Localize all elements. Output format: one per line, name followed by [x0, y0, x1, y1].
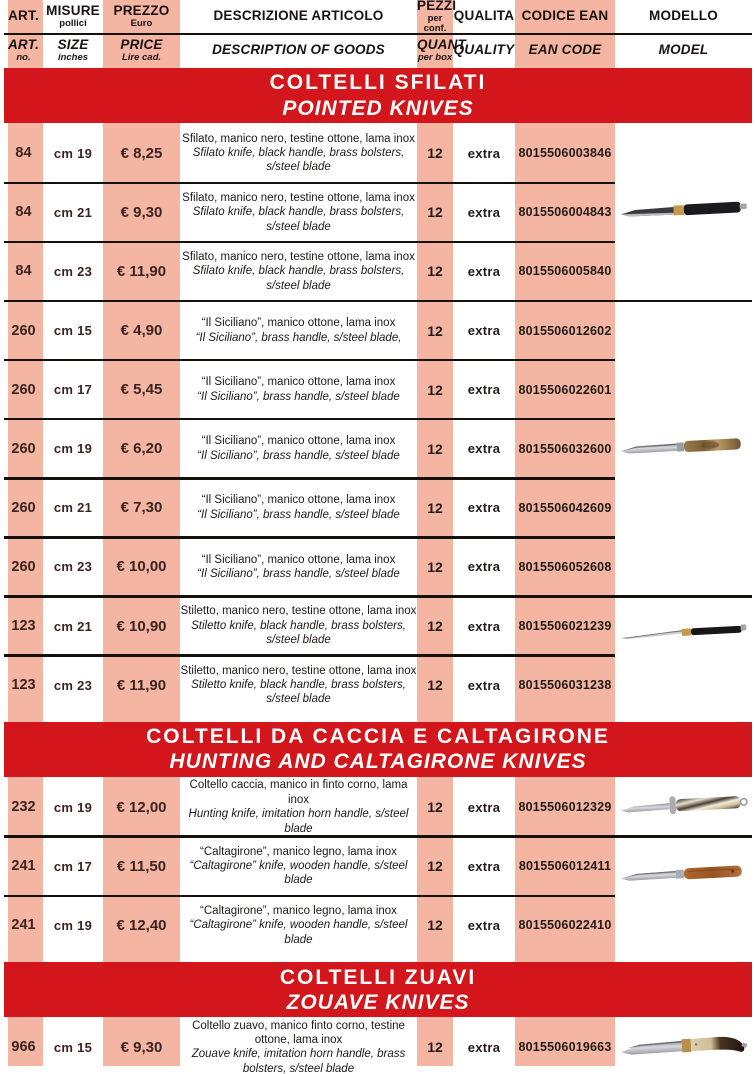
header-label: DESCRIPTION OF GOODS	[212, 42, 385, 58]
size-value: cm 23	[53, 559, 93, 575]
price-cell	[103, 618, 180, 635]
size-cell	[43, 264, 103, 279]
model-photo-cell	[615, 302, 752, 359]
quantity-per-box-cell	[417, 858, 453, 874]
description-italian: “Il Siciliano”, manico ottone, lama inox	[201, 435, 396, 448]
price-cell	[103, 322, 180, 339]
article-number-cell	[4, 441, 43, 457]
article-number-cell	[4, 263, 43, 279]
size-value: cm 19	[53, 441, 93, 457]
header-label: MISURE	[46, 3, 100, 19]
article-number-cell	[4, 1039, 43, 1055]
price-cell	[103, 145, 180, 162]
description-cell	[180, 434, 417, 463]
header-cell-size-it	[43, 4, 103, 28]
price-cell	[103, 917, 180, 934]
header-cell-description-it	[180, 9, 417, 23]
price-value: € 10,00	[116, 558, 167, 576]
description-english: “Il Siciliano”, brass handle, s/steel blade,	[195, 331, 402, 344]
price-value: € 10,90	[116, 617, 167, 635]
price-cell	[103, 558, 180, 575]
ean-code-cell	[515, 501, 615, 515]
header-cell-model-en	[615, 43, 752, 57]
section-title-italian: COLTELLI SFILATI	[269, 71, 487, 95]
description-cell	[180, 553, 417, 582]
quality-cell	[453, 800, 515, 815]
header-label: PEZZI	[417, 0, 457, 14]
article-number-cell	[4, 204, 43, 220]
description-english: Sfilato knife, black handle, brass bolsters, s/steel blade	[192, 265, 405, 292]
description-cell	[180, 316, 417, 345]
size-cell	[43, 205, 103, 220]
header-cell-size-en	[43, 38, 103, 62]
table-row	[4, 361, 752, 418]
header-label: DESCRIZIONE ARTICOLO	[213, 8, 384, 24]
description-english: Zouave knife, imitation horn handle, brass bolsters, s/steel blade	[191, 1048, 406, 1074]
quality-value: extra	[467, 500, 501, 516]
quantity-per-box-value: 12	[427, 499, 443, 516]
ean-code-value: 8015506019663	[518, 1040, 612, 1055]
quantity-per-box-value: 12	[427, 558, 443, 575]
price-value: € 6,20	[120, 440, 163, 458]
quality-cell	[453, 559, 515, 574]
size-cell	[43, 382, 103, 397]
description-italian: “Il Siciliano”, manico ottone, lama inox	[201, 494, 396, 507]
article-number-cell	[4, 858, 43, 874]
ean-code-cell	[515, 918, 615, 932]
description-italian: “Caltagirone”, manico legno, lama inox	[200, 845, 397, 858]
quality-cell	[453, 678, 515, 693]
size-cell	[43, 1040, 103, 1055]
article-number-cell	[4, 799, 43, 815]
table-row	[4, 125, 752, 182]
header-label: CODICE EAN	[521, 8, 609, 24]
description-english: Stiletto knife, black handle, brass bolsters, s/steel blade	[191, 619, 406, 647]
size-cell	[43, 918, 103, 933]
article-number-value: 241	[11, 858, 36, 875]
article-number-value: 260	[11, 499, 36, 516]
price-cell	[103, 204, 180, 221]
quantity-per-box-value: 12	[427, 858, 443, 875]
article-number-cell	[4, 618, 43, 634]
quantity-per-box-cell	[417, 917, 453, 933]
row-separator-none	[4, 954, 752, 957]
section-title-italian: COLTELLI ZUAVI	[279, 965, 477, 989]
quality-cell	[453, 146, 515, 161]
siciliano-brass-knife-photo	[618, 427, 750, 471]
price-value: € 4,90	[120, 322, 163, 340]
article-number-value: 84	[15, 204, 32, 221]
size-value: cm 21	[53, 204, 93, 220]
description-cell	[180, 191, 417, 234]
quality-value: extra	[467, 263, 501, 279]
article-number-cell	[4, 917, 43, 933]
ean-code-cell	[515, 619, 615, 633]
ean-code-cell	[515, 859, 615, 873]
size-cell	[43, 678, 103, 693]
header-label: QUALITA	[453, 8, 515, 24]
size-value: cm 21	[53, 618, 93, 634]
header-cell-art-en	[4, 38, 43, 62]
description-italian: Stiletto, manico nero, testine ottone, lama inox	[180, 664, 417, 677]
description-english: “Caltagirone” knife, wooden handle, s/steel blade	[189, 919, 408, 946]
description-english: Sfilato knife, black handle, brass bolsters, s/steel blade	[192, 147, 405, 174]
article-number-cell	[4, 677, 43, 693]
price-value: € 12,00	[116, 798, 167, 816]
ean-code-value: 8015506012411	[518, 859, 612, 874]
description-italian: “Il Siciliano”, manico ottone, lama inox	[201, 553, 396, 566]
header-label: EAN CODE	[528, 42, 602, 58]
quality-value: extra	[467, 323, 501, 339]
ean-code-value: 8015506021239	[518, 619, 612, 633]
table-row	[4, 897, 752, 954]
description-italian: Sfilato, manico nero, testine ottone, lama inox	[182, 250, 415, 263]
description-cell	[180, 845, 417, 888]
model-photo-cell	[615, 838, 752, 895]
header-sublabel: no.	[16, 51, 31, 63]
table-row	[4, 184, 752, 241]
size-value: cm 21	[53, 500, 93, 516]
catalog-table	[4, 0, 752, 1074]
description-cell	[180, 493, 417, 522]
header-cell-ean-en	[515, 43, 615, 57]
quality-cell	[453, 205, 515, 220]
size-cell	[43, 559, 103, 574]
description-italian: Stiletto, manico nero, testine ottone, lama inox	[180, 605, 417, 618]
header-sublabel: Lire cad.	[121, 51, 162, 63]
header-cell-price-en	[103, 38, 180, 62]
header-cell-art-it	[4, 9, 43, 23]
section-band	[4, 722, 752, 777]
model-photo-cell	[615, 897, 752, 954]
price-value: € 9,30	[120, 203, 163, 221]
quality-cell	[453, 859, 515, 874]
header-cell-description-en	[180, 43, 417, 57]
header-cell-qty-en	[417, 37, 466, 63]
size-value: cm 19	[53, 799, 93, 815]
description-english: Stiletto knife, black handle, brass bolsters, s/steel blade	[191, 678, 406, 706]
table-header-english	[4, 35, 752, 66]
size-value: cm 19	[53, 917, 93, 933]
ean-code-cell	[515, 264, 615, 278]
description-cell	[180, 664, 417, 707]
quantity-per-box-cell	[417, 559, 453, 575]
quantity-per-box-cell	[417, 799, 453, 815]
article-number-value: 260	[11, 381, 36, 398]
quality-value: extra	[467, 618, 501, 634]
article-number-value: 84	[15, 145, 32, 162]
ean-code-value: 8015506052608	[518, 559, 612, 574]
ean-code-value: 8015506022601	[518, 382, 612, 397]
model-photo-cell	[615, 657, 752, 714]
price-cell	[103, 1039, 180, 1056]
description-english: “Il Siciliano”, brass handle, s/steel blade	[197, 567, 400, 580]
quantity-per-box-value: 12	[427, 381, 443, 398]
table-row	[4, 302, 752, 359]
description-cell	[180, 604, 417, 647]
ean-code-value: 8015506004843	[518, 205, 612, 220]
price-value: € 7,30	[120, 499, 163, 517]
size-value: cm 23	[53, 677, 93, 693]
size-cell	[43, 859, 103, 874]
description-cell	[180, 375, 417, 404]
article-number-value: 260	[11, 440, 36, 457]
price-cell	[103, 440, 180, 457]
header-label: QUALITY	[453, 42, 515, 58]
quality-cell	[453, 500, 515, 515]
table-row	[4, 657, 752, 714]
table-row	[4, 243, 752, 300]
description-english: Sfilato knife, black handle, brass bolsters, s/steel blade	[192, 206, 405, 233]
quantity-per-box-cell	[417, 263, 453, 279]
quantity-per-box-cell	[417, 382, 453, 398]
article-number-cell	[4, 382, 43, 398]
quantity-per-box-value: 12	[427, 917, 443, 934]
ean-code-value: 8015506042609	[518, 500, 612, 515]
table-row	[4, 779, 752, 836]
ean-code-cell	[515, 678, 615, 692]
model-photo-cell	[615, 361, 752, 418]
header-sublabel: per box	[417, 51, 453, 63]
hunting-horn-knife-photo	[618, 785, 750, 829]
section-title-english: ZOUAVE KNIVES	[286, 990, 470, 1014]
quality-cell	[453, 441, 515, 456]
quantity-per-box-cell	[417, 441, 453, 457]
table-row	[4, 1019, 752, 1074]
article-number-value: 241	[11, 917, 36, 934]
description-english: “Il Siciliano”, brass handle, s/steel blade	[197, 390, 400, 403]
price-cell	[103, 263, 180, 280]
quantity-per-box-value: 12	[427, 799, 443, 816]
header-label: MODELLO	[649, 8, 718, 24]
article-number-value: 260	[11, 558, 36, 575]
size-value: cm 23	[53, 263, 93, 279]
catalog-sections	[4, 68, 752, 1074]
size-value: cm 17	[53, 382, 93, 398]
quantity-per-box-value: 12	[427, 677, 443, 694]
table-row	[4, 598, 752, 655]
header-sublabel: pollici	[59, 17, 87, 29]
stiletto-black-knife-photo	[618, 613, 750, 657]
quality-value: extra	[467, 441, 501, 457]
header-sublabel: Euro	[130, 17, 153, 29]
section-band	[4, 962, 752, 1017]
description-english: Hunting knife, imitation horn handle, s/steel blade	[188, 808, 409, 835]
table-row	[4, 420, 752, 477]
description-cell	[180, 904, 417, 947]
quantity-per-box-value: 12	[427, 618, 443, 634]
header-label: QUANT	[417, 37, 466, 53]
ean-code-value: 8015506005840	[518, 264, 612, 279]
ean-code-cell	[515, 560, 615, 574]
article-number-value: 260	[11, 322, 36, 339]
article-number-cell	[4, 323, 43, 339]
quantity-per-box-cell	[417, 323, 453, 339]
description-english: “Il Siciliano”, brass handle, s/steel blade	[197, 508, 400, 521]
header-cell-quality-it	[453, 9, 515, 23]
quality-value: extra	[467, 559, 501, 575]
price-value: € 9,30	[120, 1038, 163, 1056]
quality-value: extra	[467, 917, 501, 933]
header-sublabel: inches	[57, 51, 89, 63]
price-value: € 11,90	[116, 262, 167, 280]
article-number-cell	[4, 145, 43, 161]
description-cell	[180, 250, 417, 293]
row-separator-none	[4, 713, 752, 716]
quantity-per-box-value: 12	[427, 145, 443, 162]
ean-code-cell	[515, 1040, 615, 1054]
quality-cell	[453, 264, 515, 279]
article-number-cell	[4, 559, 43, 575]
quantity-per-box-cell	[417, 1039, 453, 1055]
size-value: cm 17	[53, 858, 93, 874]
description-italian: Coltello caccia, manico in finto corno, lama inox	[189, 779, 408, 806]
size-value: cm 15	[53, 323, 93, 339]
description-italian: “Caltagirone”, manico legno, lama inox	[200, 904, 397, 917]
header-label: ART.	[7, 37, 40, 53]
quality-value: extra	[467, 1039, 501, 1055]
ean-code-cell	[515, 442, 615, 456]
caltagirone-wood-knife-photo	[618, 854, 750, 898]
quality-value: extra	[467, 858, 501, 874]
ean-code-value: 8015506003846	[518, 146, 612, 161]
size-cell	[43, 323, 103, 338]
header-label: ART.	[8, 8, 39, 24]
table-header-italian	[4, 0, 752, 35]
price-value: € 11,90	[116, 676, 167, 694]
section-band	[4, 68, 752, 123]
zouave-horn-knife-photo	[618, 1026, 750, 1070]
size-value: cm 15	[53, 1039, 93, 1055]
quantity-per-box-value: 12	[427, 1039, 443, 1056]
ean-code-cell	[515, 146, 615, 160]
size-cell	[43, 800, 103, 815]
description-italian: “Il Siciliano”, manico ottone, lama inox	[201, 317, 396, 330]
ean-code-value: 8015506012602	[518, 323, 612, 338]
header-cell-ean-it	[515, 9, 615, 23]
article-number-value: 123	[11, 677, 36, 694]
ean-code-cell	[515, 800, 615, 814]
quality-value: extra	[467, 799, 501, 815]
price-value: € 8,25	[120, 144, 163, 162]
model-photo-cell	[615, 1019, 752, 1074]
description-english: “Caltagirone” knife, wooden handle, s/steel blade	[189, 860, 408, 887]
ean-code-cell	[515, 205, 615, 219]
model-photo-cell	[615, 480, 752, 537]
header-label: PREZZO	[113, 3, 170, 19]
price-cell	[103, 677, 180, 694]
table-row	[4, 838, 752, 895]
header-label: MODEL	[658, 42, 709, 58]
price-cell	[103, 381, 180, 398]
quantity-per-box-value: 12	[427, 263, 443, 280]
article-number-value: 84	[15, 263, 32, 280]
size-cell	[43, 500, 103, 515]
price-value: € 12,40	[116, 916, 167, 934]
ean-code-value: 8015506032600	[518, 441, 612, 456]
sfilato-black-knife-photo	[618, 190, 750, 234]
table-row	[4, 539, 752, 596]
size-cell	[43, 441, 103, 456]
model-photo-cell	[615, 125, 752, 182]
ean-code-value: 8015506031238	[518, 678, 612, 693]
quality-cell	[453, 323, 515, 338]
ean-code-cell	[515, 383, 615, 397]
section-title-english: POINTED KNIVES	[282, 96, 474, 120]
model-photo-cell	[615, 420, 752, 477]
description-cell	[180, 132, 417, 175]
description-english: “Il Siciliano”, brass handle, s/steel blade	[197, 449, 400, 462]
description-cell	[180, 778, 417, 836]
header-cell-quality-en	[453, 43, 515, 57]
quality-cell	[453, 1040, 515, 1055]
header-cell-qty-it	[417, 0, 457, 34]
header-cell-model-it	[615, 9, 752, 23]
table-row	[4, 480, 752, 537]
header-label: PRICE	[120, 37, 163, 53]
size-value: cm 19	[53, 145, 93, 161]
model-photo-cell	[615, 779, 752, 836]
price-value: € 11,50	[116, 857, 167, 875]
quantity-per-box-cell	[417, 145, 453, 161]
description-italian: “Il Siciliano”, manico ottone, lama inox	[201, 376, 396, 389]
header-label: SIZE	[57, 37, 89, 53]
model-photo-cell	[615, 598, 752, 655]
size-cell	[43, 146, 103, 161]
quantity-per-box-value: 12	[427, 322, 443, 339]
quantity-per-box-value: 12	[427, 204, 443, 221]
section-title-italian: COLTELLI DA CACCIA E CALTAGIRONE	[146, 725, 610, 749]
size-cell	[43, 619, 103, 634]
quality-value: extra	[467, 382, 501, 398]
description-italian: Sfilato, manico nero, testine ottone, lama inox	[182, 191, 415, 204]
quality-cell	[453, 619, 515, 634]
model-photo-cell	[615, 539, 752, 596]
description-cell	[180, 1019, 417, 1074]
description-italian: Sfilato, manico nero, testine ottone, lama inox	[182, 132, 415, 145]
price-value: € 5,45	[120, 381, 163, 399]
header-sublabel: per conf.	[423, 12, 447, 34]
quality-value: extra	[467, 145, 501, 161]
price-cell	[103, 858, 180, 875]
quality-cell	[453, 918, 515, 933]
article-number-cell	[4, 500, 43, 516]
ean-code-value: 8015506012329	[518, 800, 612, 815]
quantity-per-box-value: 12	[427, 440, 443, 457]
quantity-per-box-cell	[417, 500, 453, 516]
price-cell	[103, 499, 180, 516]
article-number-value: 123	[11, 618, 36, 634]
header-cell-price-it	[103, 4, 180, 28]
model-photo-cell	[615, 184, 752, 241]
description-italian: Coltello zuavo, manico finto corno, testine ottone, lama inox	[192, 1019, 405, 1047]
price-cell	[103, 799, 180, 816]
article-number-value: 966	[11, 1039, 36, 1056]
quality-cell	[453, 382, 515, 397]
ean-code-value: 8015506022410	[518, 918, 612, 933]
ean-code-cell	[515, 324, 615, 338]
quantity-per-box-cell	[417, 204, 453, 220]
section-title-english: HUNTING AND CALTAGIRONE KNIVES	[169, 750, 587, 774]
article-number-value: 232	[11, 799, 36, 816]
quality-value: extra	[467, 677, 501, 693]
model-photo-cell	[615, 243, 752, 300]
quantity-per-box-cell	[417, 618, 453, 634]
quantity-per-box-cell	[417, 677, 453, 693]
quality-value: extra	[467, 204, 501, 220]
